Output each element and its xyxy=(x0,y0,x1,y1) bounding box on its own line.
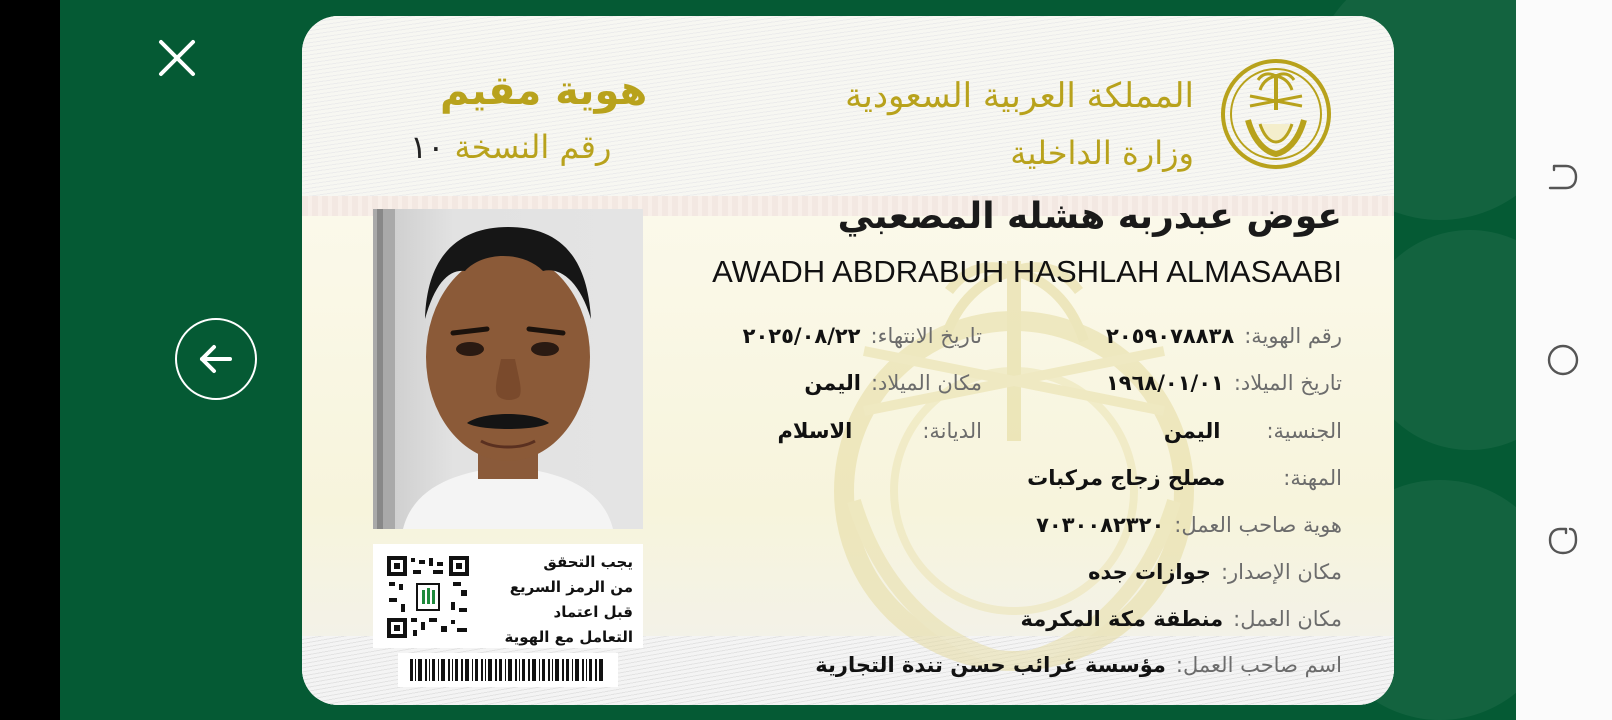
field-work-place: مكان العمل:منطقة مكة المكرمة xyxy=(1020,607,1342,631)
field-employer-name: اسم صاحب العمل:مؤسسة غرائب حسن تندة التجارية xyxy=(815,653,1342,677)
ministry-name: وزارة الداخلية xyxy=(1010,134,1194,172)
field-nationality: الجنسية:اليمن xyxy=(1163,419,1342,443)
holder-photo xyxy=(373,209,643,529)
field-birth-date: تاريخ الميلاد:١٩٦٨/٠١/٠١ xyxy=(1105,371,1342,395)
qr-verification-note: يجب التحقق من الرمز السريع قبل اعتماد التعامل مع الهوية xyxy=(504,553,633,646)
copy-number-label: رقم النسخة xyxy=(454,128,612,166)
recent-apps-button[interactable] xyxy=(1546,160,1580,194)
holder-name-arabic: عوض عبدربه هشله المصعبي xyxy=(837,196,1342,237)
recent-apps-icon xyxy=(1546,160,1580,194)
ministry-emblem-icon xyxy=(1220,58,1332,170)
kingdom-name: المملكة العربية السعودية xyxy=(845,76,1194,116)
field-occupation: المهنة:مصلح زجاج مركبات xyxy=(1027,466,1342,490)
home-button[interactable] xyxy=(1546,343,1580,377)
copy-number-row xyxy=(410,128,611,166)
field-issue-place: مكان الإصدار:جوازات جده xyxy=(1088,560,1342,584)
home-icon xyxy=(1546,343,1580,377)
barcode xyxy=(398,653,618,687)
copy-number-value: ١٠ xyxy=(410,128,445,166)
field-religion: الديانة:الاسلام xyxy=(777,419,982,443)
qr-code-icon[interactable] xyxy=(387,556,469,638)
back-arrow-icon xyxy=(196,339,236,379)
field-employer-id: هوية صاحب العمل:٧٠٣٠٠٨٢٣٢٠ xyxy=(1036,513,1342,537)
system-navigation-bar xyxy=(1516,0,1612,720)
document-title: هوية مقيم xyxy=(440,68,648,114)
residence-id-card xyxy=(302,16,1394,705)
field-birth-place: مكان الميلاد:اليمن xyxy=(804,371,982,395)
barcode-icon xyxy=(398,653,618,687)
holder-name-english: AWADH ABDRABUH HASHLAH ALMASAABI xyxy=(712,254,1342,289)
back-nav-icon xyxy=(1546,523,1580,557)
close-button[interactable] xyxy=(155,36,199,80)
portrait-image xyxy=(373,209,643,529)
qr-verification-box xyxy=(373,544,643,648)
close-icon xyxy=(155,36,199,80)
previous-button[interactable] xyxy=(175,318,257,400)
image-viewer xyxy=(60,0,1516,720)
field-id-number: رقم الهوية:٢٠٥٩٠٧٨٨٣٨ xyxy=(1106,324,1342,348)
back-nav-button[interactable] xyxy=(1546,523,1580,557)
field-expiry-date: تاريخ الانتهاء:٢٠٢٥/٠٨/٢٢ xyxy=(742,324,982,348)
